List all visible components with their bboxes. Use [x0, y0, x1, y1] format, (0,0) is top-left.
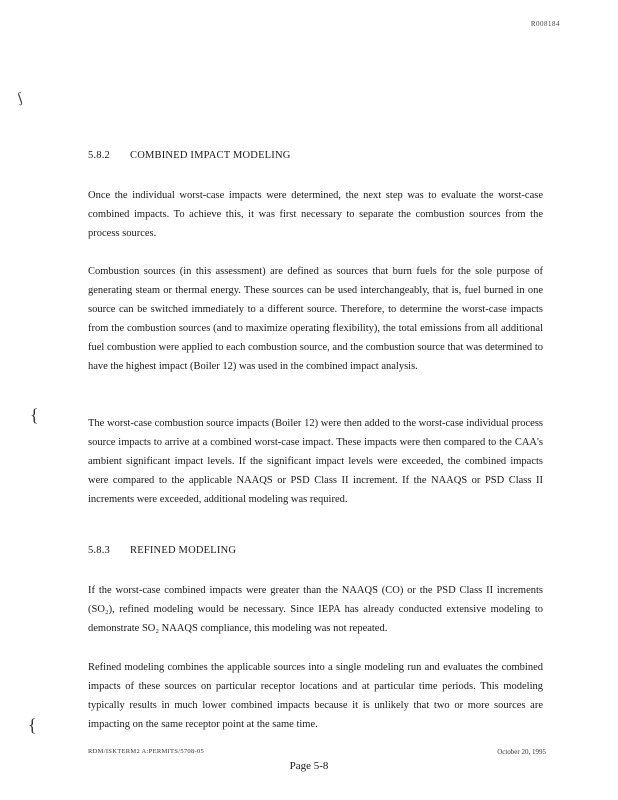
section-number: 5.8.2: [88, 150, 110, 161]
margin-bracket: {: [30, 405, 39, 425]
paragraph: The worst-case combustion source impacts (Boiler 12) were then added to the worst-case individual process source impacts to arrive at a combined worst-case impact. These impacts were then compared to the CAA's ambient significant impact levels. If the significant impact levels were exceeded, the combined impacts were compared to the applicable NAAQS or PSD Class II increment. If the NAAQS or PSD Class II increments were exceeded, additional modeling was required.: [88, 418, 543, 505]
section-title: COMBINED IMPACT MODELING: [130, 150, 291, 161]
margin-mark: ʃ: [15, 90, 25, 107]
section-heading: [88, 150, 291, 161]
paragraph: If the worst-case combined impacts were greater than the NAAQS (CO) or the PSD Class II increments (SO₂), refined modeling would be necessary. Since IEPA has already conducted extensive modeling to demonstrate SO₂ NAAQS compliance, this modeling was not repeated.: [88, 585, 543, 634]
paragraph: Once the individual worst-case impacts were determined, the next step was to evaluate the worst-case combined impacts. To achieve this, it was first necessary to separate the combustion sources from the process sources.: [88, 190, 543, 239]
section-number: 5.8.3: [88, 545, 110, 556]
section-title: REFINED MODELING: [130, 545, 237, 556]
margin-bracket: {: [28, 715, 37, 735]
footer-date: October 20, 1995: [497, 748, 546, 756]
document-id: R008184: [530, 20, 560, 28]
paragraph: Refined modeling combines the applicable sources into a single modeling run and evaluates the combined impacts of these sources on particular receptor locations and at particular time periods. This modeling typically results in much lower combined impacts because it is unlikely that two or more sources are impacting on the same receptor point at the same time.: [88, 662, 543, 730]
section-heading: [88, 545, 236, 556]
paragraph: Combustion sources (in this assessment) are defined as sources that burn fuels for the sole purpose of generating steam or thermal energy. These sources can be used interchangeably, that is, fuel burned in one source can be switched immediately to a different source. Therefore, to determine the worst-case impacts from the combustion sources (and to maximize operating flexibility), the total emissions from all additional fuel combustion were applied to each combustion source, and the combustion source that was determined to have the highest impact (Boiler 12) was used in the combined impact analysis.: [88, 266, 543, 372]
page-number: Page 5-8: [289, 760, 329, 772]
footer-file-path: RDM/ISKTERM2 A:PERMITS/5708-05: [88, 748, 205, 755]
